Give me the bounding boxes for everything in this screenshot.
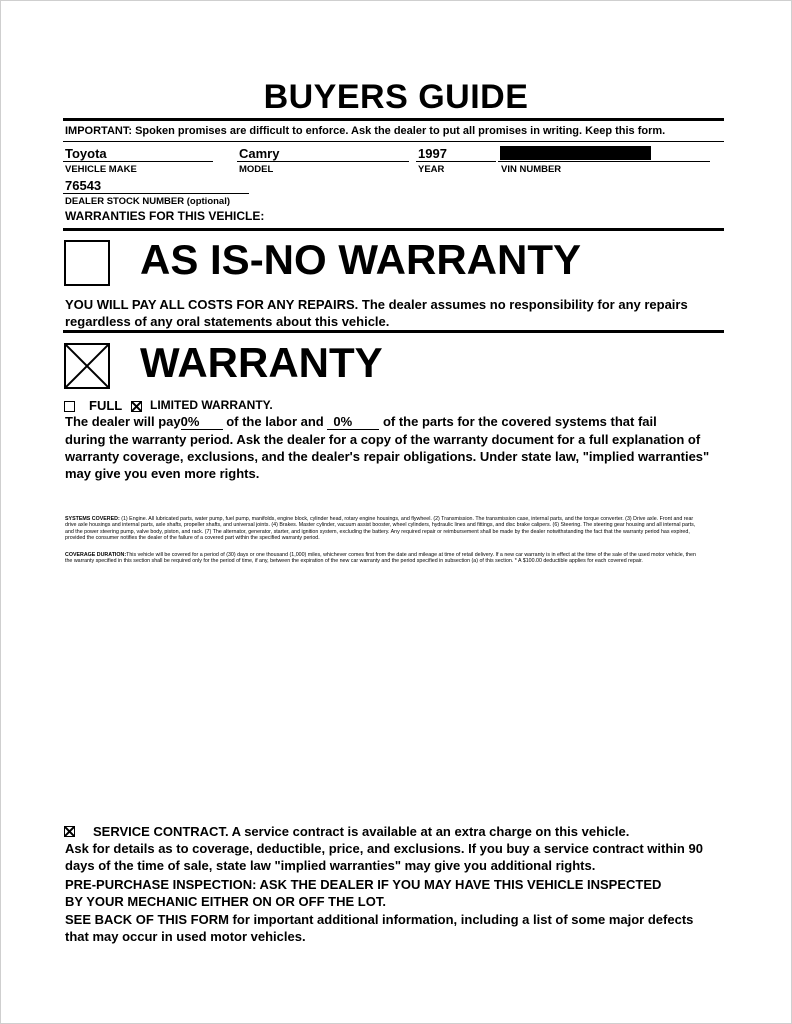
important-rule — [63, 141, 724, 142]
vehicle-year-value[interactable]: 1997 — [418, 146, 447, 161]
coverage-label: COVERAGE DURATION: — [65, 552, 127, 558]
vehicle-model-label: MODEL — [239, 164, 274, 175]
as-is-checkbox[interactable] — [64, 240, 110, 286]
warranty-heading: WARRANTY — [140, 339, 383, 386]
check-x-icon — [64, 826, 75, 837]
labor-percent[interactable]: 0% — [181, 414, 223, 430]
important-text: Spoken promises are difficult to enforce. Ask the dealer to put all promises in writing. Keep this form. — [132, 125, 666, 137]
check-x-icon — [66, 345, 108, 387]
important-label: IMPORTANT: — [65, 125, 133, 137]
vehicle-year-label: YEAR — [418, 164, 445, 175]
vehicle-model-line — [237, 161, 409, 162]
vehicle-year-line — [416, 161, 496, 162]
stock-number-label: DEALER STOCK NUMBER (optional) — [65, 196, 231, 207]
vin-label: VIN NUMBER — [501, 164, 562, 175]
stock-number-line — [63, 193, 249, 194]
warranties-rule — [63, 228, 724, 231]
title-rule — [63, 118, 724, 121]
as-is-text: YOU WILL PAY ALL COSTS FOR ANY REPAIRS. The dealer assumes no responsibility for any repairs regardless of any oral statements about this vehicle. — [65, 297, 688, 329]
warranty-text: during the warranty period. Ask the dealer for a copy of the warranty document for a full explanation of warranty coverage, exclusions, and the dealer's repair obligations. Under state law, "implied warranties" may give you even more rights. — [65, 432, 710, 481]
parts-percent[interactable]: 0% — [327, 414, 379, 430]
systems-covered — [65, 516, 701, 542]
warranty-pay-line — [65, 414, 657, 430]
systems-label: SYSTEMS COVERED: — [65, 516, 120, 522]
systems-text: (1) Engine. All lubricated parts, water pump, fuel pump, manifolds, engine block, cylinder head, rotary engine housings, and flywheel. (2) Transmission. The transmission case, internal parts, and the torque converter. (3) Drive axle. Front and rear drive axle housings and internal parts, axle shafts, propeller shafts, and universal joints. (4) Brakes. Master cylinder, vacuum assist booster, wheel cylinders, hydraulic lines and fittings, and disc brake calipers. (6) Steering. The steering gear housing and all internal parts, and the power steering pump, valve body, piston, and rack. (7) The alternator, generator, starter, and ignition system, excluding the battery. Any required repair or reimbursement shall be made by the dealer notwithstanding the fact that the warranty period has expired, provided the consumer notifies the dealer of the failure of a covered part within the specified warranty period. — [65, 516, 696, 542]
as-is-heading: AS IS-NO WARRANTY — [140, 236, 581, 283]
vehicle-make-label: VEHICLE MAKE — [65, 164, 137, 175]
form-title: BUYERS GUIDE — [263, 78, 529, 116]
full-checkbox[interactable] — [64, 401, 75, 412]
see-back-text: SEE BACK OF THIS FORM for important additional information, including a list of some major defects that may occur in used motor vehicles. — [65, 912, 694, 944]
coverage-text: This vehicle will be covered for a period of (30) days or one thousand (1,000) miles, whichever comes first from the date and mileage at time of retail delivery. If a new car warranty is in effect at the time of the sale of the used motor vehicle, then the warranty specified in this section shall be required only for the period of time, if any, between the expiration of the new car warranty and the period specified in subsection (a) of this section. * A $100.00 deductible applies for each covered repair. — [65, 552, 696, 565]
warranties-label: WARRANTIES FOR THIS VEHICLE: — [65, 209, 265, 223]
pay-text-c: of the parts for the covered systems that fail — [379, 414, 657, 429]
pay-text-a: The dealer will pay — [65, 414, 181, 429]
pay-text-b: of the labor and — [222, 414, 328, 429]
vehicle-make-line — [63, 161, 213, 162]
service-contract-heading: SERVICE CONTRACT. A service contract is available at an extra charge on this vehicle. — [93, 824, 630, 839]
vin-redaction — [500, 146, 651, 160]
check-x-icon — [131, 401, 142, 412]
as-is-rule — [63, 330, 724, 333]
coverage-duration — [65, 552, 701, 565]
limited-label: LIMITED WARRANTY. — [150, 398, 273, 412]
full-label: FULL — [89, 398, 123, 413]
vehicle-make-value[interactable]: Toyota — [65, 146, 107, 161]
important-notice — [65, 125, 665, 137]
service-contract-checkbox[interactable] — [64, 826, 75, 837]
service-contract-text: Ask for details as to coverage, deductible, price, and exclusions. If you buy a service contract within 90 days of the time of sale, state law "implied warranties" may give you additional rights. — [65, 841, 703, 873]
warranty-checkbox[interactable] — [64, 343, 110, 389]
stock-number-value[interactable]: 76543 — [65, 178, 102, 193]
vehicle-model-value[interactable]: Camry — [239, 146, 280, 161]
inspection-text: PRE-PURCHASE INSPECTION: ASK THE DEALER IF YOU MAY HAVE THIS VEHICLE INSPECTED BY YOUR MECHANIC EITHER ON OR OFF THE LOT. — [65, 877, 662, 909]
vin-line — [498, 161, 710, 162]
limited-checkbox[interactable] — [131, 401, 142, 412]
